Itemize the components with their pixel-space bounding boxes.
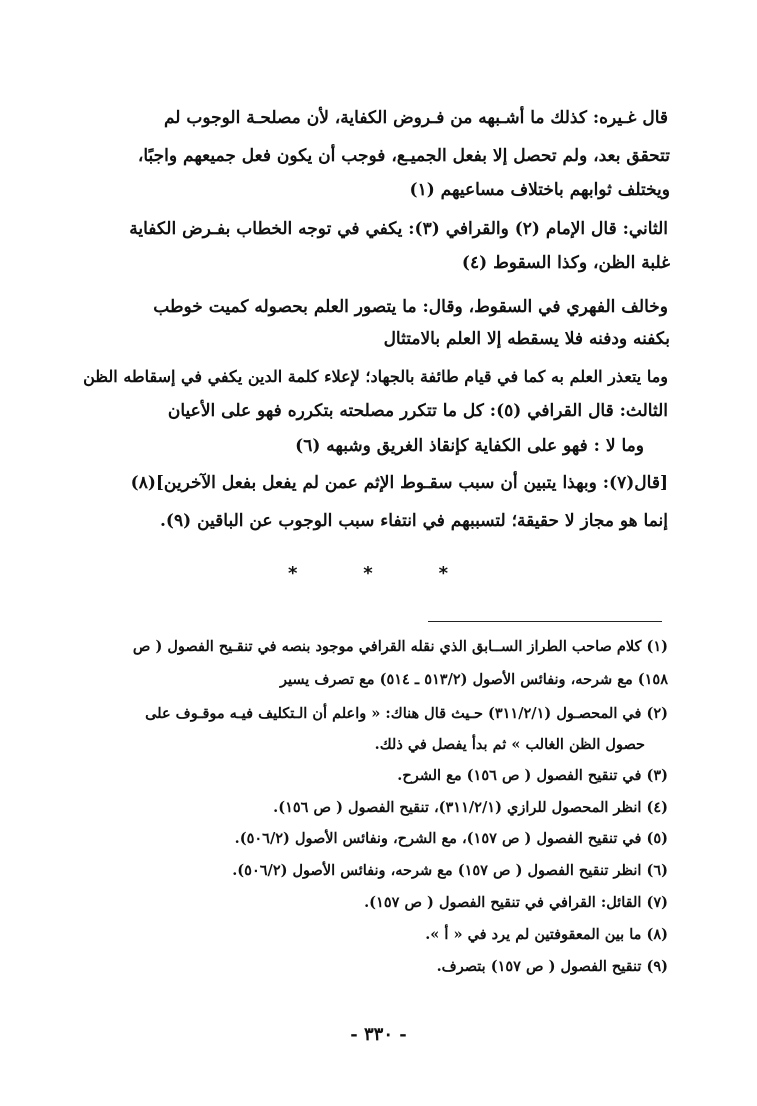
- separator-star-2: *: [363, 563, 373, 584]
- footnote-rule: [428, 621, 662, 622]
- footnote-line-11: (٩) تنقيح الفصول ( ص ١٥٧) بتصرف.: [436, 958, 668, 975]
- footnote-line-8: (٦) انظر تنقيح الفصول ( ص ١٥٧) مع شرحه، ونفائس الأصول (٥٠٦/٢).: [232, 862, 668, 879]
- footnote-line-6: (٤) انظر المحصول للرازي (٣١١/٢/١)، تنقيح الفصول ( ص ١٥٦).: [273, 799, 668, 816]
- body-line-3: ويختلف ثوابهم باختلاف مساعيهم (١): [409, 180, 670, 200]
- body-line-10: وما لا : فهو على الكفاية كإنقاذ الغريق وشبهه (٦): [295, 436, 644, 456]
- footnote-line-5: (٣) في تنقيح الفصول ( ص ١٥٦) مع الشرح.: [397, 767, 668, 784]
- page-number: - ٣٣٠ -: [350, 1024, 407, 1045]
- body-line-1: قال غـيره: كذلك ما أشـبهه من فـروض الكفاية، لأن مصلحـة الوجوب لم: [163, 108, 668, 128]
- footnote-line-10: (٨) ما بين المعقوفتين لم يرد في « أ ».: [425, 926, 668, 943]
- body-line-8: وما يتعذر العلم به كما في قيام طائفة بالجهاد؛ لإعلاء كلمة الدين يكفي في إسقاطه الظن: [83, 367, 668, 386]
- separator-star-3: *: [438, 563, 448, 584]
- body-line-4: الثاني: قال الإمام (٢) والقرافي (٣): يكفي في توجه الخطاب بفـرض الكفاية: [129, 219, 668, 239]
- footnote-line-4: حصول الظن الغالب » ثم بدأ يفصل في ذلك.: [374, 736, 645, 753]
- footnote-line-1: (١) كلام صاحب الطراز الســابق الذي نقله القرافي موجود بنصه في تنقـيح الفصول ( ص: [132, 638, 668, 655]
- footnote-line-9: (٧) القائل: القرافي في تنقيح الفصول ( ص ١٥٧).: [364, 894, 668, 911]
- body-line-7: بكفنه ودفنه فلا يسقطه إلا العلم بالامتثال: [383, 329, 670, 349]
- footnote-line-3: (٢) في المحصـول (٣١١/٢/١) حـيث قال هناك: « واعلم أن الـتكليف فيـه موقـوف على: [145, 705, 668, 722]
- body-line-12: إنما هو مجاز لا حقيقة؛ لتسببهم في انتفاء سبب الوجوب عن الباقين (٩).: [160, 511, 668, 531]
- section-separator: [288, 563, 448, 584]
- footnote-line-2: ١٥٨) مع شرحه، ونفائس الأصول (٥١٣/٢ ـ ٥١٤) مع تصرف يسير: [279, 671, 668, 688]
- separator-star-1: *: [288, 563, 298, 584]
- body-line-11: [قال(٧): وبهذا يتبين أن سبب سقـوط الإثم عمن لم يفعل بفعل الآخرين](٨): [130, 473, 668, 493]
- body-line-9: الثالث: قال القرافي (٥): كل ما تتكرر مصلحته بتكرره فهو على الأعيان: [167, 401, 668, 421]
- body-line-2: تتحقق بعد، ولم تحصل إلا بفعل الجميـع، فوجب أن يكون فعل جميعهم واجبًا،: [137, 146, 670, 166]
- footnote-line-7: (٥) في تنقيح الفصول ( ص ١٥٧)، مع الشرح، ونفائس الأصول (٥٠٦/٢).: [234, 830, 668, 847]
- body-line-5: غلبة الظن، وكذا السقوط (٤): [461, 253, 670, 273]
- body-line-6: وخالف الفهري في السقوط، وقال: ما يتصور العلم بحصوله كميت خوطب: [153, 297, 668, 317]
